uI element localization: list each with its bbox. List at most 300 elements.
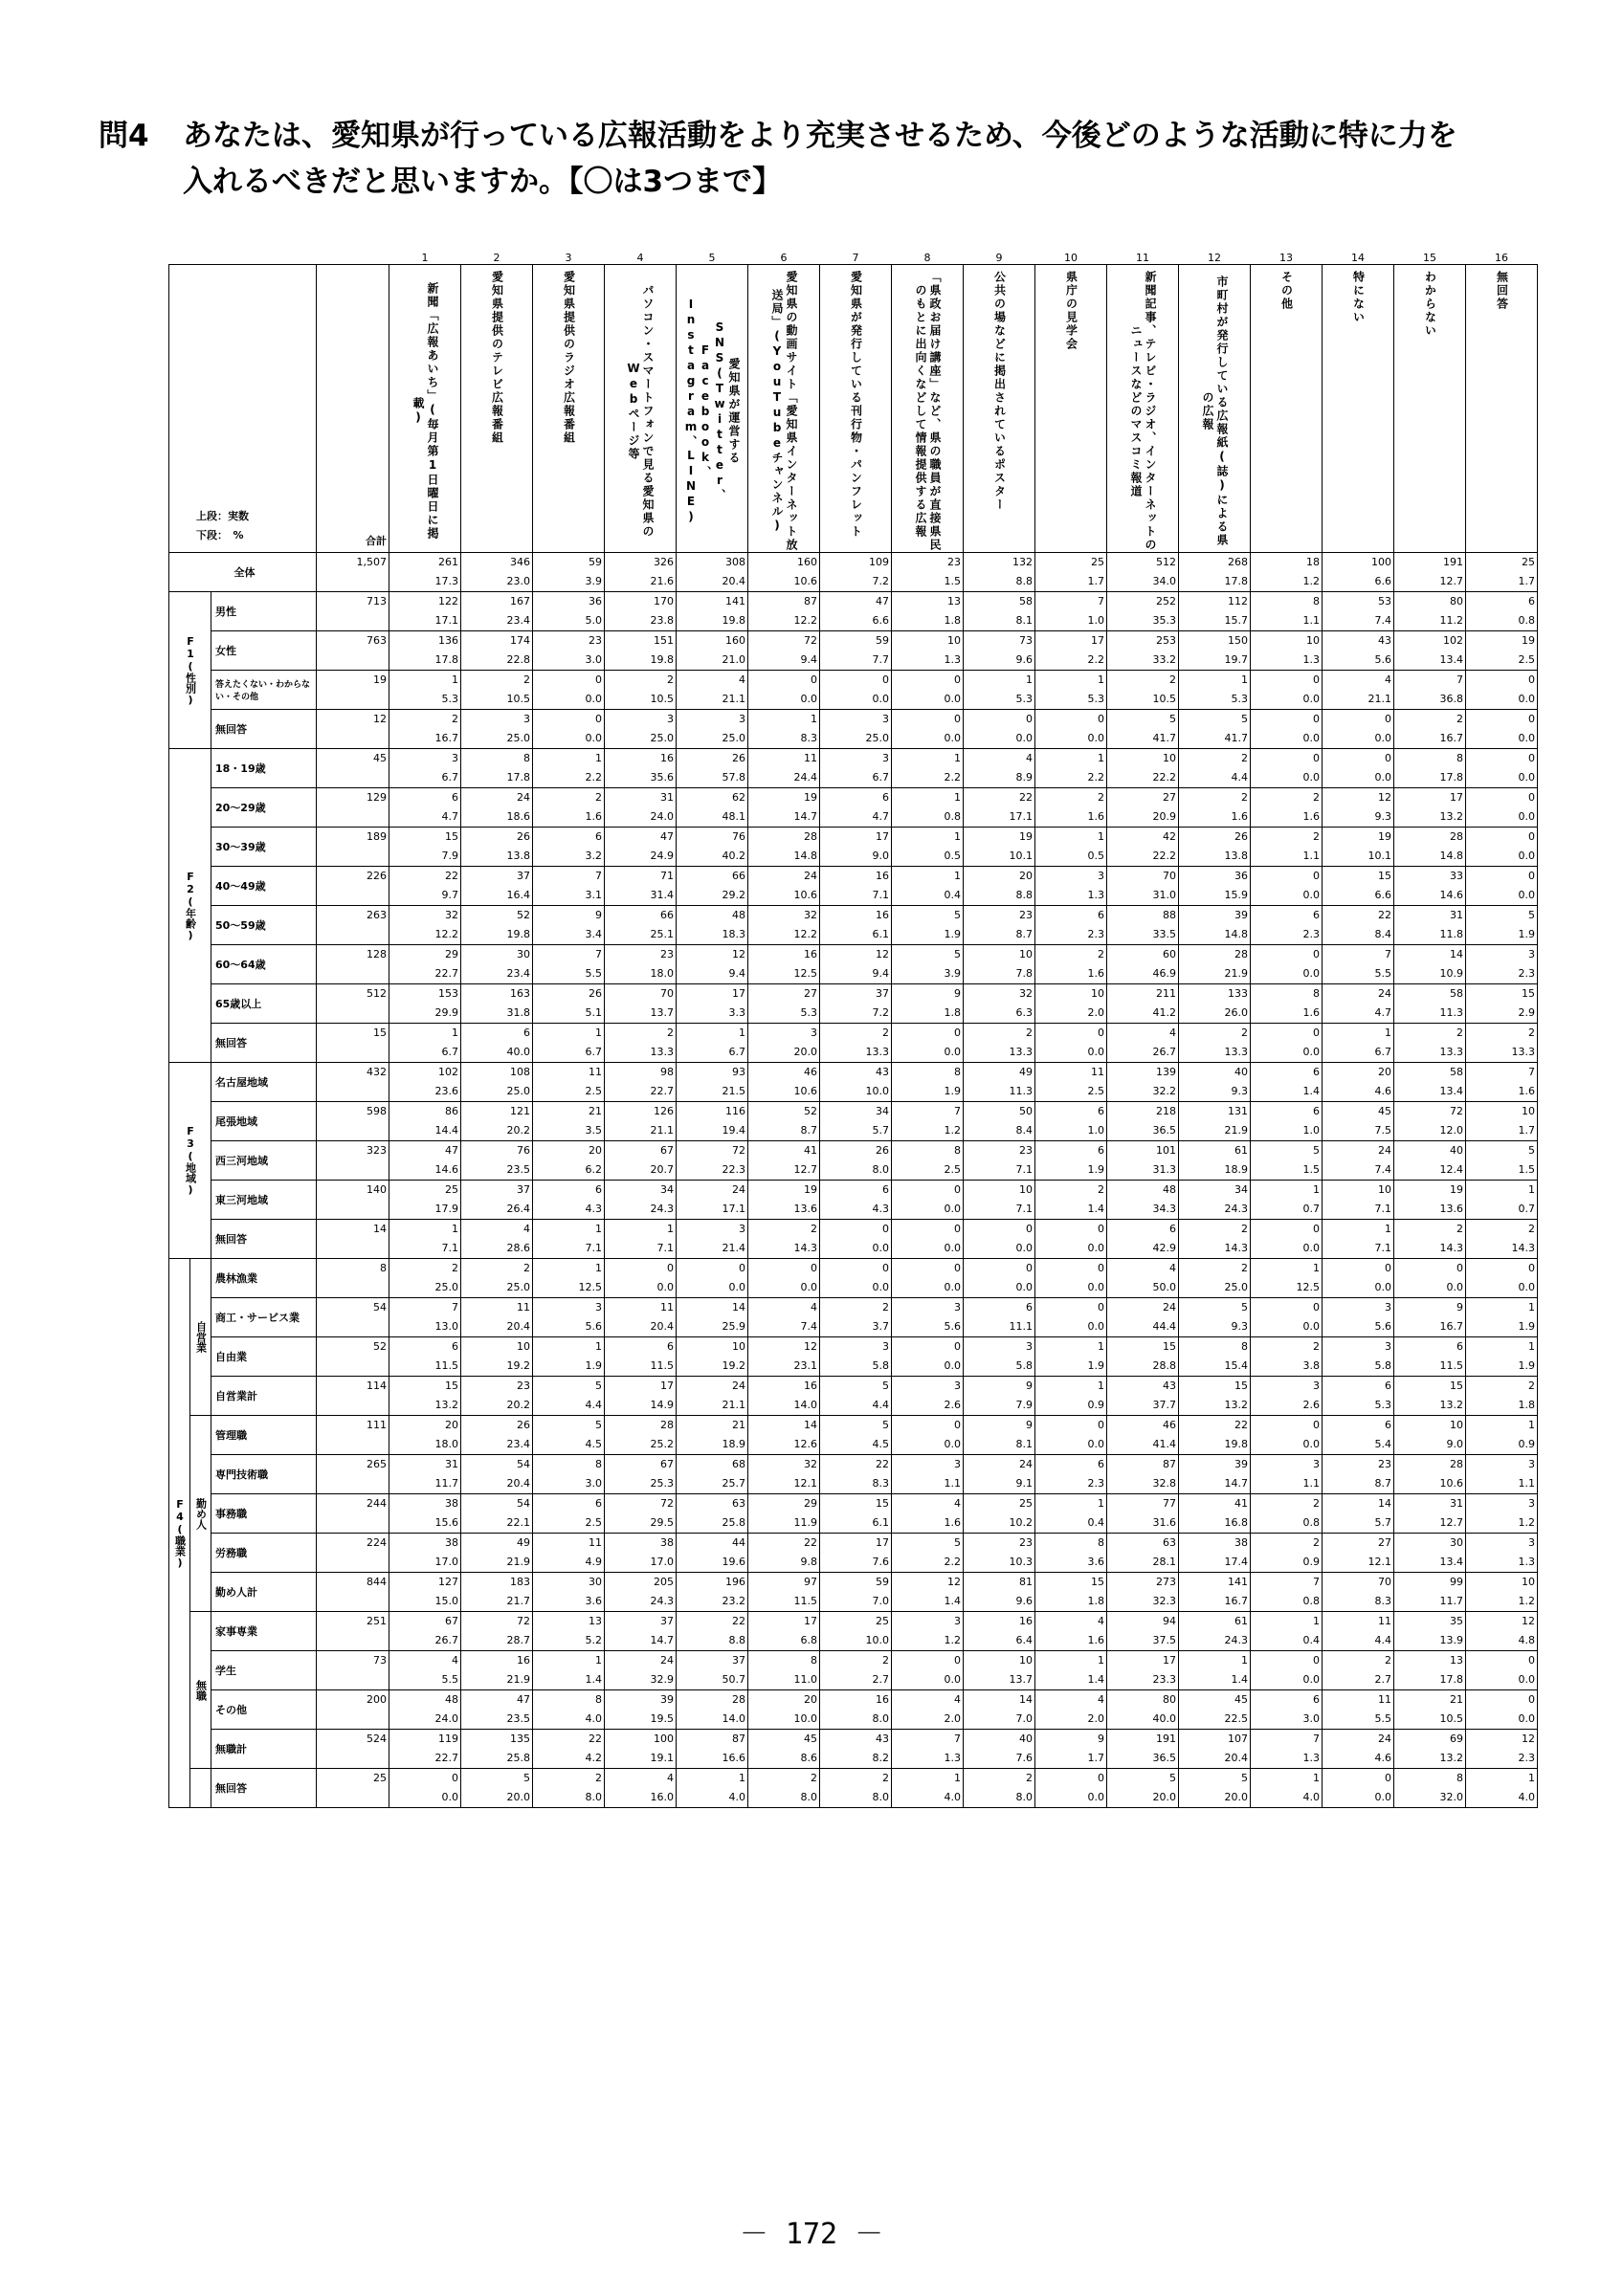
data-cell [1323,1220,1394,1259]
subgroup-label [190,1612,211,1769]
row-label: 18・19歳 [211,749,317,788]
data-cell [748,1141,820,1181]
data-cell [461,1573,533,1612]
percent-value: 15.9 [1224,889,1248,901]
percent-value: 13.7 [650,1006,674,1019]
data-cell [1179,1259,1251,1298]
count-value: 1 [1313,1262,1320,1274]
percent-value: 4.4 [1374,1634,1391,1646]
data-cell [605,1063,677,1102]
total-value: 12 [373,713,387,725]
data-cell [964,1181,1035,1220]
count-value: 10 [1522,1576,1535,1588]
data-cell [1035,749,1107,788]
count-value: 31 [1450,909,1463,921]
count-value: 9 [1098,1733,1104,1745]
percent-value: 7.1 [1374,1203,1391,1215]
percent-value: 12.6 [793,1438,817,1450]
count-value: 5 [1241,713,1248,725]
percent-value: 3.6 [585,1595,602,1607]
count-value: 3 [595,1301,602,1314]
data-cell [1251,1063,1323,1102]
count-value: 67 [660,1144,674,1157]
data-cell [1035,867,1107,906]
percent-value: 0.0 [1087,1438,1104,1450]
percent-value: 21.6 [650,575,674,587]
row-label [211,671,317,710]
percent-value: 2.2 [944,1556,961,1568]
total-value: 524 [367,1733,387,1745]
percent-value: 6.6 [1374,889,1391,901]
percent-value: 31.6 [1152,1516,1176,1529]
data-cell [461,1494,533,1534]
data-cell [1466,984,1538,1024]
data-cell [964,1141,1035,1181]
data-cell [1251,1181,1323,1220]
percent-value: 5.0 [585,614,602,627]
data-cell [1035,788,1107,828]
percent-value: 25.8 [722,1516,745,1529]
column-header [1394,265,1466,553]
percent-value: 6.1 [872,928,889,940]
column-header-label: 愛知県提供のラジオ広報番組 [562,271,576,445]
count-value: 23 [1378,1458,1391,1470]
percent-value: 16.7 [1439,1320,1463,1333]
percent-value: 35.3 [1152,614,1176,627]
data-cell [389,1455,461,1494]
data-cell [964,1102,1035,1141]
data-cell [389,1377,461,1416]
data-cell [748,828,820,867]
data-cell [1466,1259,1538,1298]
percent-value: 1.6 [1518,1085,1535,1097]
data-cell [820,1534,892,1573]
count-value: 11 [589,1536,602,1549]
count-value: 16 [804,948,817,960]
percent-value: 12.2 [793,614,817,627]
percent-value: 14.3 [1224,1242,1248,1254]
column-header-label: 愛知県提供のテレビ広報番組 [490,271,504,445]
count-value: 139 [1156,1066,1176,1078]
count-value: 46 [1163,1419,1176,1431]
percent-value: 6.7 [728,1046,745,1058]
data-cell [820,1730,892,1769]
column-header [1323,265,1394,553]
data-cell [461,1259,533,1298]
count-value: 47 [876,595,889,607]
count-value: 0 [1313,1419,1320,1431]
percent-value: 0.8 [1302,1595,1320,1607]
count-value: 53 [1378,595,1391,607]
data-cell [1107,1102,1179,1141]
count-value: 23 [517,1380,530,1392]
count-value: 2 [882,1301,889,1314]
count-value: 47 [445,1144,458,1157]
data-cell [533,828,605,867]
data-cell [605,1416,677,1455]
percent-value: 1.9 [1087,1359,1104,1372]
table-row [169,1220,1538,1259]
percent-value: 20.9 [1152,810,1176,823]
count-value: 15 [1234,1380,1248,1392]
percent-value: 23.6 [434,1085,458,1097]
percent-value: 5.4 [1374,1438,1391,1450]
data-cell [1107,1651,1179,1690]
count-value: 10 [1450,1419,1463,1431]
percent-value: 2.5 [585,1085,602,1097]
percent-value: 1.8 [944,614,961,627]
percent-value: 25.0 [506,1085,530,1097]
row-label: 管理職 [211,1416,317,1455]
percent-value: 9.6 [1015,1595,1033,1607]
count-value: 17 [876,830,889,843]
table-row [169,945,1538,984]
data-cell [389,1024,461,1063]
percent-value: 4.0 [728,1791,745,1803]
percent-value: 8.4 [1374,928,1391,940]
count-value: 26 [589,987,602,1000]
percent-value: 9.4 [728,967,745,980]
data-cell [389,671,461,710]
percent-value: 12.5 [578,1281,602,1293]
data-cell [820,1063,892,1102]
percent-value: 2.5 [1087,1085,1104,1097]
percent-value: 0.0 [585,732,602,744]
percent-value: 22.7 [434,1752,458,1764]
count-value: 7 [595,948,602,960]
count-value: 6 [452,791,458,804]
count-value: 10 [1522,1105,1535,1117]
percent-value: 14.6 [1439,889,1463,901]
data-cell [533,592,605,631]
percent-value: 11.5 [793,1595,817,1607]
percent-value: 2.6 [944,1399,961,1411]
percent-value: 25.0 [722,732,745,744]
percent-value: 2.7 [872,1673,889,1686]
count-value: 5 [954,1536,961,1549]
count-value: 62 [732,791,745,804]
data-cell [533,1063,605,1102]
data-cell [1179,1102,1251,1141]
percent-value: 1.2 [1518,1516,1535,1529]
data-cell [892,828,964,867]
count-value: 0 [1313,713,1320,725]
count-value: 98 [660,1066,674,1078]
count-value: 25 [445,1183,458,1196]
count-value: 43 [1378,634,1391,647]
count-value: 191 [1443,556,1463,568]
count-value: 34 [876,1105,889,1117]
percent-value: 33.5 [1152,928,1176,940]
data-cell [1035,710,1107,749]
percent-value: 40.2 [722,850,745,862]
row-label: 勤め人計 [211,1573,317,1612]
data-cell [748,1573,820,1612]
data-cell [820,1141,892,1181]
count-value: 0 [882,1262,889,1274]
percent-value: 7.2 [872,575,889,587]
count-value: 63 [732,1497,745,1510]
percent-value: 18.9 [1224,1163,1248,1176]
data-cell [1179,1730,1251,1769]
percent-value: 8.7 [1015,928,1033,940]
count-value: 0 [882,1223,889,1235]
count-value: 19 [804,791,817,804]
percent-value: 21.5 [722,1085,745,1097]
count-value: 5 [1313,1144,1320,1157]
percent-value: 21.1 [1367,693,1391,705]
data-cell [1035,631,1107,671]
count-value: 48 [1163,1183,1176,1196]
percent-value: 14.6 [434,1163,458,1176]
data-cell [461,867,533,906]
percent-value: 11.3 [1009,1085,1033,1097]
percent-value: 8.0 [585,1791,602,1803]
count-value: 0 [1528,791,1535,804]
data-cell [461,671,533,710]
percent-value: 7.1 [1015,1203,1033,1215]
data-cell [1394,631,1466,671]
percent-value: 20.0 [1152,1791,1176,1803]
count-value: 73 [1019,634,1033,647]
data-cell [1466,1141,1538,1181]
data-cell [1035,1181,1107,1220]
table-row [169,906,1538,945]
data-cell [1107,710,1179,749]
percent-value: 25.7 [722,1477,745,1490]
data-cell [533,1573,605,1612]
data-cell [1394,1534,1466,1573]
count-value: 2 [1528,1380,1535,1392]
count-value: 8 [595,1693,602,1706]
count-value: 0 [954,1262,961,1274]
count-value: 2 [1026,1772,1033,1784]
percent-value: 24.4 [793,771,817,784]
data-cell [1035,1690,1107,1730]
percent-value: 14.4 [434,1124,458,1137]
percent-value: 2.2 [1087,653,1104,666]
data-cell [1394,1612,1466,1651]
percent-value: 4.4 [1231,771,1248,784]
percent-value: 2.2 [585,771,602,784]
data-cell [605,1024,677,1063]
percent-value: 2.2 [944,771,961,784]
percent-value: 57.8 [722,771,745,784]
data-cell [1179,828,1251,867]
data-cell [820,1690,892,1730]
count-value: 72 [517,1615,530,1627]
percent-value: 1.3 [944,1752,961,1764]
percent-value: 4.6 [1374,1085,1391,1097]
count-value: 30 [517,948,530,960]
count-value: 6 [523,1027,530,1039]
data-cell [461,906,533,945]
percent-value: 0.0 [944,1046,961,1058]
percent-value: 20.4 [650,1320,674,1333]
count-value: 0 [1385,713,1391,725]
percent-value: 0.0 [1518,693,1535,705]
percent-value: 5.2 [585,1634,602,1646]
percent-value: 8.4 [1015,1124,1033,1137]
data-cell [389,1769,461,1808]
percent-value: 20.0 [1224,1791,1248,1803]
percent-value: 1.6 [1087,967,1104,980]
percent-value: 10.6 [793,889,817,901]
count-value: 2 [1241,1027,1248,1039]
count-value: 7 [1313,1576,1320,1588]
row-label: 学生 [211,1651,317,1690]
percent-value: 12.2 [434,928,458,940]
data-cell [1323,671,1394,710]
data-cell [892,592,964,631]
count-value: 16 [876,909,889,921]
group-label-text: F3(地域) [184,1125,197,1196]
row-label: 50～59歳 [211,906,317,945]
count-value: 3 [1528,948,1535,960]
data-cell [677,1377,748,1416]
data-cell [389,1494,461,1534]
percent-value: 19.8 [1224,1438,1248,1450]
percent-value: 9.1 [1015,1477,1033,1490]
count-value: 54 [517,1458,530,1470]
data-cell [389,1573,461,1612]
data-cell [820,1769,892,1808]
data-cell [964,828,1035,867]
data-cell [1251,1024,1323,1063]
count-value: 3 [1528,1458,1535,1470]
percent-value: 32.8 [1152,1477,1176,1490]
row-label: その他 [211,1690,317,1730]
count-value: 6 [1313,909,1320,921]
percent-value: 7.1 [585,1242,602,1254]
data-cell [1107,1181,1179,1220]
percent-value: 25.0 [434,1281,458,1293]
count-value: 30 [589,1576,602,1588]
percent-value: 3.0 [585,1477,602,1490]
count-value: 24 [1019,1458,1033,1470]
percent-value: 6.6 [872,614,889,627]
count-value: 97 [804,1576,817,1588]
percent-value: 7.4 [800,1320,817,1333]
count-value: 3 [667,713,674,725]
data-cell [892,1181,964,1220]
count-value: 61 [1234,1144,1248,1157]
column-number: 13 [1279,251,1293,264]
column-header [1179,265,1251,553]
data-cell [892,1220,964,1259]
data-cell [1323,1534,1394,1573]
count-value: 100 [1371,556,1391,568]
row-label: 40～49歳 [211,867,317,906]
percent-value: 4.4 [872,1399,889,1411]
data-cell [892,788,964,828]
count-value: 59 [589,556,602,568]
count-value: 2 [1313,791,1320,804]
data-cell [389,553,461,592]
percent-value: 20.7 [650,1163,674,1176]
count-value: 15 [1163,1340,1176,1353]
count-value: 2 [882,1027,889,1039]
count-value: 37 [517,1183,530,1196]
count-value: 24 [517,791,530,804]
percent-value: 21.9 [506,1673,530,1686]
percent-value: 1.8 [1518,1399,1535,1411]
percent-value: 4.9 [585,1556,602,1568]
data-cell [964,1455,1035,1494]
data-cell [1394,1220,1466,1259]
data-cell [1251,1416,1323,1455]
percent-value: 0.5 [944,850,961,862]
data-cell [748,984,820,1024]
data-cell [820,1651,892,1690]
data-cell [1394,984,1466,1024]
column-header-label: 無回答 [1495,271,1509,311]
percent-value: 13.2 [434,1399,458,1411]
percent-value: 17.8 [1439,771,1463,784]
percent-value: 3.2 [585,850,602,862]
count-value: 160 [797,556,817,568]
data-cell [964,1730,1035,1769]
count-value: 29 [445,948,458,960]
data-cell [892,1298,964,1337]
subgroup-label-text: 無職 [194,1679,208,1701]
data-cell [1107,867,1179,906]
count-value: 24 [804,870,817,882]
percent-value: 40.0 [1152,1712,1176,1725]
percent-value: 40.0 [506,1046,530,1058]
page-number: － 172 － [739,2218,884,2251]
data-cell [964,749,1035,788]
count-value: 8 [811,1654,817,1667]
count-value: 5 [595,1419,602,1431]
table-row [169,671,1538,710]
data-cell [1107,1612,1179,1651]
percent-value: 25.0 [506,1281,530,1293]
percent-value: 0.0 [1302,1046,1320,1058]
count-value: 0 [1385,1772,1391,1784]
percent-value: 3.3 [728,1006,745,1019]
table-row [169,1494,1538,1534]
count-value: 26 [876,1144,889,1157]
count-value: 4 [1169,1262,1176,1274]
data-cell [748,1298,820,1337]
table-row [169,828,1538,867]
count-value: 2 [882,1772,889,1784]
data-cell [892,1455,964,1494]
data-cell [1035,1377,1107,1416]
count-value: 81 [1019,1576,1033,1588]
count-value: 16 [876,1693,889,1706]
percent-value: 7.9 [1015,1399,1033,1411]
data-cell [461,592,533,631]
percent-value: 11.5 [434,1359,458,1372]
percent-value: 14.7 [793,810,817,823]
data-cell [748,1377,820,1416]
row-total [317,631,389,671]
question-text-line1: あなたは、愛知県が行っている広報活動をより充実させるため、今後どのような活動に特に力を [183,119,1457,153]
percent-value: 12.7 [1439,575,1463,587]
column-number: 14 [1351,251,1365,264]
percent-value: 6.7 [585,1046,602,1058]
data-cell [748,671,820,710]
percent-value: 24.3 [1224,1203,1248,1215]
percent-value: 1.0 [1302,1124,1320,1137]
data-cell [892,1416,964,1455]
data-cell [1323,710,1394,749]
count-value: 17 [1163,1654,1176,1667]
row-total [317,1651,389,1690]
data-cell [461,1534,533,1573]
